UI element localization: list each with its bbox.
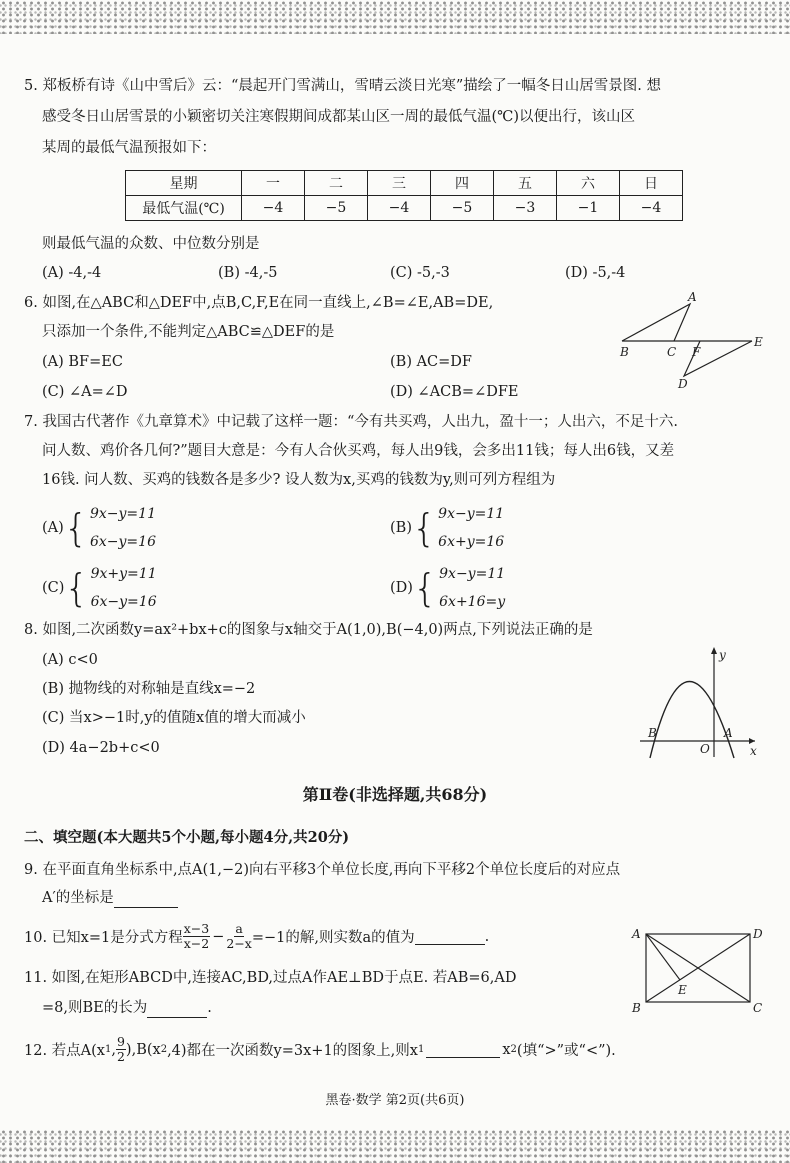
subscript: 2 bbox=[160, 1044, 168, 1055]
minus-sign: − bbox=[212, 928, 225, 945]
bottom-scan-border bbox=[0, 1129, 790, 1163]
q10-end: . bbox=[484, 928, 490, 945]
q6-option-b: (B) AC=DF bbox=[390, 354, 472, 370]
answer-blank[interactable] bbox=[114, 891, 178, 908]
triangles-figure bbox=[612, 290, 772, 390]
q10 bbox=[24, 922, 489, 951]
q12-text: , bbox=[111, 1041, 116, 1058]
label-o: O bbox=[700, 742, 710, 756]
section-title: 第Ⅱ卷(非选择题,共68分) bbox=[302, 785, 488, 804]
part2-heading: 二、填空题(本大题共5个小题,每小题4分,共20分) bbox=[24, 829, 350, 846]
table-cell: 五 bbox=[494, 171, 557, 196]
table-cell: 星期 bbox=[126, 171, 242, 196]
q6-option-c: (C) ∠A=∠D bbox=[42, 384, 128, 400]
table-cell: −4 bbox=[368, 196, 431, 221]
table-cell: 最低气温(℃) bbox=[126, 196, 242, 221]
equation: 6x−y=16 bbox=[90, 594, 157, 610]
q5-question: 则最低气温的众数、中位数分别是 bbox=[42, 236, 260, 252]
q7-option-a bbox=[42, 500, 156, 556]
q6-option-d: (D) ∠ACB=∠DFE bbox=[390, 384, 519, 400]
table-cell: 三 bbox=[368, 171, 431, 196]
label-b: B bbox=[620, 345, 629, 359]
q12-text: x bbox=[502, 1041, 511, 1058]
option-label: (D) bbox=[390, 580, 413, 596]
q8-option-b: (B) 抛物线的对称轴是直线x=−2 bbox=[42, 681, 256, 697]
brace-icon: { bbox=[411, 506, 437, 550]
label-y: y bbox=[719, 648, 726, 662]
q11-line2 bbox=[42, 998, 212, 1018]
table-cell: −5 bbox=[305, 196, 368, 221]
label-b: B bbox=[632, 1001, 641, 1015]
label-a: A bbox=[724, 726, 733, 740]
equation: 9x−y=11 bbox=[439, 566, 506, 582]
q11-end: . bbox=[207, 1000, 212, 1016]
q9-line2 bbox=[42, 888, 178, 908]
table-cell: 二 bbox=[305, 171, 368, 196]
equation: 9x+y=11 bbox=[90, 566, 157, 582]
label-e: E bbox=[754, 335, 763, 349]
numerator: a bbox=[235, 921, 243, 936]
q7-option-c bbox=[42, 560, 157, 616]
fraction bbox=[226, 922, 251, 951]
label-b: B bbox=[648, 726, 657, 740]
q8-option-a: (A) c<0 bbox=[42, 652, 98, 668]
q10-suffix: =−1的解,则实数a的值为 bbox=[251, 930, 415, 946]
numerator: x−3 bbox=[183, 921, 210, 936]
equation: 6x−y=16 bbox=[89, 534, 156, 550]
table-cell: 四 bbox=[431, 171, 494, 196]
q7-line2: 问人数、鸡价各几何?”题目大意是：今有人合伙买鸡，每人出9钱，会多出11钱；每人出6钱，又差 bbox=[42, 443, 675, 459]
equation: 6x+16=y bbox=[439, 594, 506, 610]
q11-text: =8,则BE的长为 bbox=[42, 1000, 148, 1016]
label-c: C bbox=[667, 345, 677, 359]
q5-line3: 某周的最低气温预报如下： bbox=[42, 140, 216, 156]
answer-blank[interactable] bbox=[415, 928, 485, 945]
denominator: x−2 bbox=[183, 936, 210, 951]
q6-option-a: (A) BF=EC bbox=[42, 354, 123, 370]
table-row bbox=[126, 171, 683, 196]
label-c: C bbox=[753, 1001, 763, 1015]
numerator: 9 bbox=[116, 1034, 125, 1049]
q12-text: ,4)都在一次函数y=3x+1的图象上,则x bbox=[167, 1043, 418, 1059]
fraction bbox=[183, 922, 210, 951]
q6-line2: 只添加一个条件,不能判定△ABC≌△DEF的是 bbox=[42, 324, 335, 340]
label-d: D bbox=[678, 377, 688, 390]
q5-option-c: (C) -5,-3 bbox=[390, 265, 450, 281]
parabola-figure bbox=[630, 645, 765, 760]
option-label: (B) bbox=[390, 520, 412, 536]
q8-option-d: (D) 4a−2b+c<0 bbox=[42, 740, 160, 756]
label-e: E bbox=[678, 983, 687, 997]
table-cell: −5 bbox=[431, 196, 494, 221]
label-d: D bbox=[753, 927, 763, 941]
brace-icon: { bbox=[412, 566, 438, 610]
q5-line1: 5. 郑板桥有诗《山中雪后》云：“晨起开门雪满山，雪晴云淡日光寒”描绘了一幅冬日山居雪景图. 想 bbox=[24, 78, 661, 94]
label-f: F bbox=[692, 345, 701, 359]
label-a: A bbox=[688, 290, 697, 304]
subscript: 1 bbox=[104, 1044, 112, 1055]
page-footer: 黑卷·数学 第2页(共6页) bbox=[325, 1093, 465, 1108]
label-a: A bbox=[632, 927, 641, 941]
answer-blank[interactable] bbox=[147, 1001, 207, 1018]
brace-icon: { bbox=[64, 566, 89, 610]
subscript: 1 bbox=[417, 1044, 425, 1055]
brace-icon: { bbox=[63, 506, 88, 550]
q10-prefix: 10. 已知x=1是分式方程 bbox=[24, 930, 183, 946]
q12 bbox=[24, 1035, 616, 1064]
q8-option-c: (C) 当x>−1时,y的值随x值的增大而减小 bbox=[42, 710, 306, 726]
option-label: (A) bbox=[42, 520, 64, 536]
q9-text: A′的坐标是 bbox=[42, 890, 114, 906]
q6-line1: 6. 如图,在△ABC和△DEF中,点B,C,F,E在同一直线上,∠B=∠E,AB=DE, bbox=[24, 295, 494, 311]
q5-option-b: (B) -4,-5 bbox=[218, 265, 278, 281]
table-row bbox=[126, 196, 683, 221]
equation: 9x−y=11 bbox=[89, 506, 156, 522]
rectangle-figure bbox=[626, 924, 766, 1018]
table-cell: 六 bbox=[557, 171, 620, 196]
q11-line1: 11. 如图,在矩形ABCD中,连接AC,BD,过点A作AE⊥BD于点E. 若AB=6,AD bbox=[24, 970, 517, 986]
table-cell: −3 bbox=[494, 196, 557, 221]
q12-suffix: (填“>”或“<”). bbox=[516, 1043, 616, 1059]
q9-line1: 9. 在平面直角坐标系中,点A(1,−2)向右平移3个单位长度,再向下平移2个单位长度后的对应点 bbox=[24, 862, 621, 878]
denominator: 2 bbox=[116, 1049, 125, 1064]
equation: 6x+y=16 bbox=[438, 534, 505, 550]
temperature-table bbox=[125, 170, 683, 221]
q7-line3: 16钱. 问人数、买鸡的钱数各是多少? 设人数为x,买鸡的钱数为y,则可列方程组为 bbox=[42, 472, 556, 488]
table-cell: −4 bbox=[620, 196, 683, 221]
option-label: (C) bbox=[42, 580, 65, 596]
fraction bbox=[116, 1035, 126, 1064]
subscript: 2 bbox=[510, 1044, 517, 1055]
q7-line1: 7. 我国古代著作《九章算术》中记载了这样一题：“今有共买鸡，人出九，盈十一；人出六，不足十六. bbox=[24, 414, 678, 430]
q5-line2: 感受冬日山居雪景的小颖密切关注寒假期间成都某山区一周的最低气温(℃)以便出行，该山区 bbox=[42, 109, 636, 125]
label-x: x bbox=[750, 744, 757, 758]
table-cell: 日 bbox=[620, 171, 683, 196]
table-cell: −4 bbox=[242, 196, 305, 221]
answer-blank[interactable] bbox=[426, 1041, 500, 1058]
q5-option-a: (A) -4,-4 bbox=[42, 265, 102, 281]
q8-line1: 8. 如图,二次函数y=ax²+bx+c的图象与x轴交于A(1,0),B(−4,0)两点,下列说法正确的是 bbox=[24, 622, 593, 638]
top-scan-border bbox=[0, 0, 790, 34]
table-cell: −1 bbox=[557, 196, 620, 221]
q12-prefix: 12. 若点A(x bbox=[24, 1043, 105, 1059]
q7-option-d bbox=[390, 560, 505, 616]
equation: 9x−y=11 bbox=[438, 506, 505, 522]
table-cell: 一 bbox=[242, 171, 305, 196]
denominator: 2−x bbox=[226, 936, 252, 951]
q5-option-d: (D) -5,-4 bbox=[565, 265, 626, 281]
q12-text: ),B(x bbox=[125, 1041, 161, 1058]
q7-option-b bbox=[390, 500, 504, 556]
